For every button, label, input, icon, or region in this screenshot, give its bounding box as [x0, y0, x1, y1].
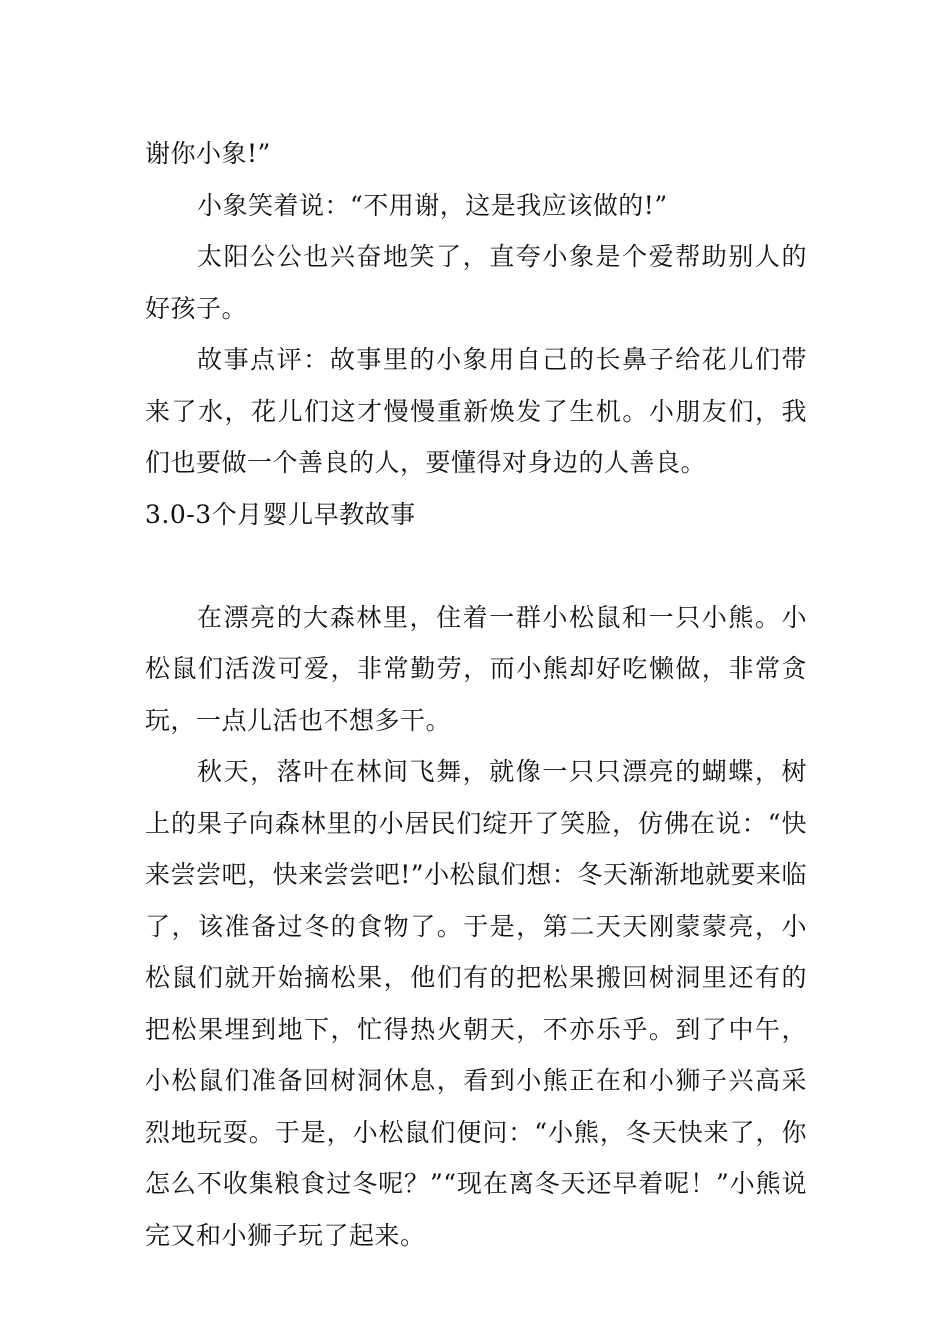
paragraph-autumn: 秋天，落叶在林间飞舞，就像一只只漂亮的蝴蝶，树上的果子向森林里的小居民们绽开了笑脸，仿佛在说：“快来尝尝吧，快来尝尝吧!”小松鼠们想：冬天渐渐地就要来临了，该准备过冬的食物了。于是，第二天天刚蒙蒙亮，小松鼠们就开始摘松果，他们有的把松果搬回树洞里还有的把松果埋到地下，忙得热火朝天，不亦乐乎。到了中午，小松鼠们准备回树洞休息，看到小熊正在和小狮子兴高采烈地玩耍。于是，小松鼠们便问：“小熊，冬天快来了，你怎么不收集粮食过冬呢？”“现在离冬天还早着呢！”小熊说完又和小狮子玩了起来。 [145, 757, 807, 1250]
paragraph-forest-intro: 在漂亮的大森林里，住着一群小松鼠和一只小熊。小松鼠们活泼可爱，非常勤劳，而小熊却好吃懒做，非常贪玩，一点儿活也不想多干。 [145, 602, 807, 735]
paragraph-sun-praise: 太阳公公也兴奋地笑了，直夸小象是个爱帮助别人的好孩子。 [145, 242, 807, 323]
paragraph-elephant-reply: 小象笑着说：“不用谢，这是我应该做的!” [197, 190, 668, 220]
document-body [145, 128, 807, 1261]
blank-line [145, 540, 807, 592]
section-heading: 3.0-3个月婴儿早教故事 [145, 499, 416, 529]
paragraph-continuation: 谢你小象!” [145, 139, 271, 168]
paragraph-story-comment: 故事点评：故事里的小象用自己的长鼻子给花儿们带来了水，花儿们这才慢慢重新焕发了生机。小朋友们，我们也要做一个善良的人，要懂得对身边的人善良。 [145, 345, 807, 477]
